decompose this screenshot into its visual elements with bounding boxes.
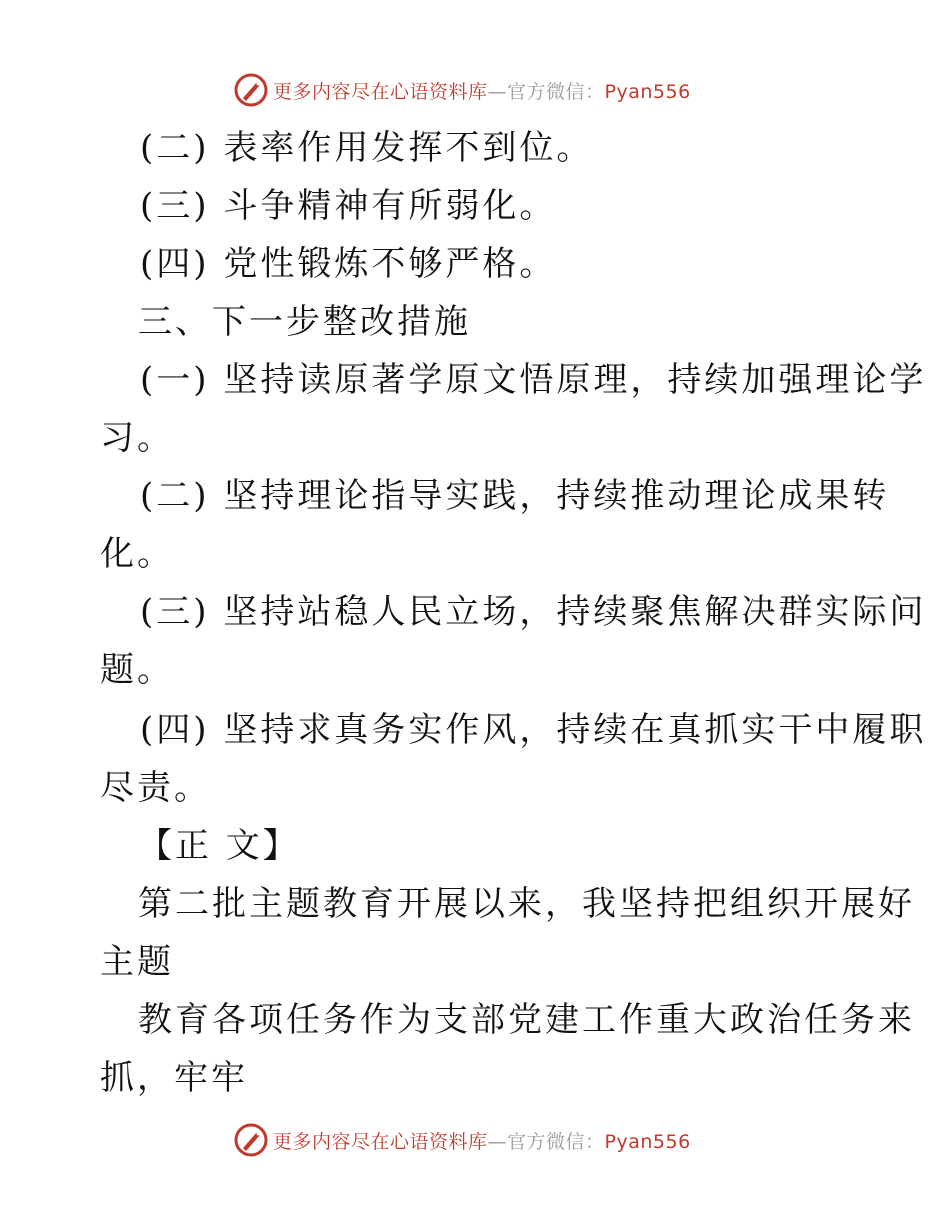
watermark-text: [273, 1127, 691, 1154]
body-paragraph-line-3: 教育各项任务作为支部党建工作重大政治任务来: [138, 1000, 915, 1040]
measure-item-2-cont: 化。: [100, 534, 174, 574]
measure-item-4: (四) 坚持求真务实作风，持续在真抓实干中履职: [140, 710, 927, 750]
watermark-separator: —: [487, 80, 508, 103]
watermark-brand: 更多内容尽在心语资料库: [273, 80, 488, 103]
section-item-3: (三) 斗争精神有所弱化。: [140, 186, 557, 226]
body-paragraph-line-1: 第二批主题教育开展以来，我坚持把组织开展好: [138, 884, 915, 924]
section-item-2: (二) 表率作用发挥不到位。: [140, 128, 594, 168]
section-heading: 三、下一步整改措施: [138, 302, 471, 342]
measure-item-2: (二) 坚持理论指导实践，持续推动理论成果转: [140, 476, 890, 516]
measure-item-1-cont: 习。: [100, 418, 174, 458]
watermark-separator: —: [487, 1130, 508, 1153]
measure-item-3-cont: 题。: [100, 650, 174, 690]
body-paragraph-line-2: 主题: [100, 942, 174, 982]
watermark-brand: 更多内容尽在心语资料库: [273, 1130, 488, 1153]
footer-watermark: [233, 1122, 691, 1158]
measure-item-1: (一) 坚持读原著学原文悟原理，持续加强理论学: [140, 360, 927, 400]
main-text-heading: 【正 文】: [138, 826, 300, 866]
watermark-wechat-label: 官方微信：: [507, 1130, 605, 1153]
section-item-4: (四) 党性锻炼不够严格。: [140, 244, 557, 284]
watermark-wechat-id: Pyan556: [604, 80, 691, 103]
watermark-wechat-id: Pyan556: [604, 1130, 691, 1153]
body-paragraph-line-4: 抓，牢牢: [100, 1058, 248, 1098]
measure-item-3: (三) 坚持站稳人民立场，持续聚焦解决群实际问: [140, 592, 927, 632]
watermark-wechat-label: 官方微信：: [507, 80, 605, 103]
measure-item-4-cont: 尽责。: [100, 768, 211, 808]
pen-logo-icon: [233, 1122, 269, 1158]
